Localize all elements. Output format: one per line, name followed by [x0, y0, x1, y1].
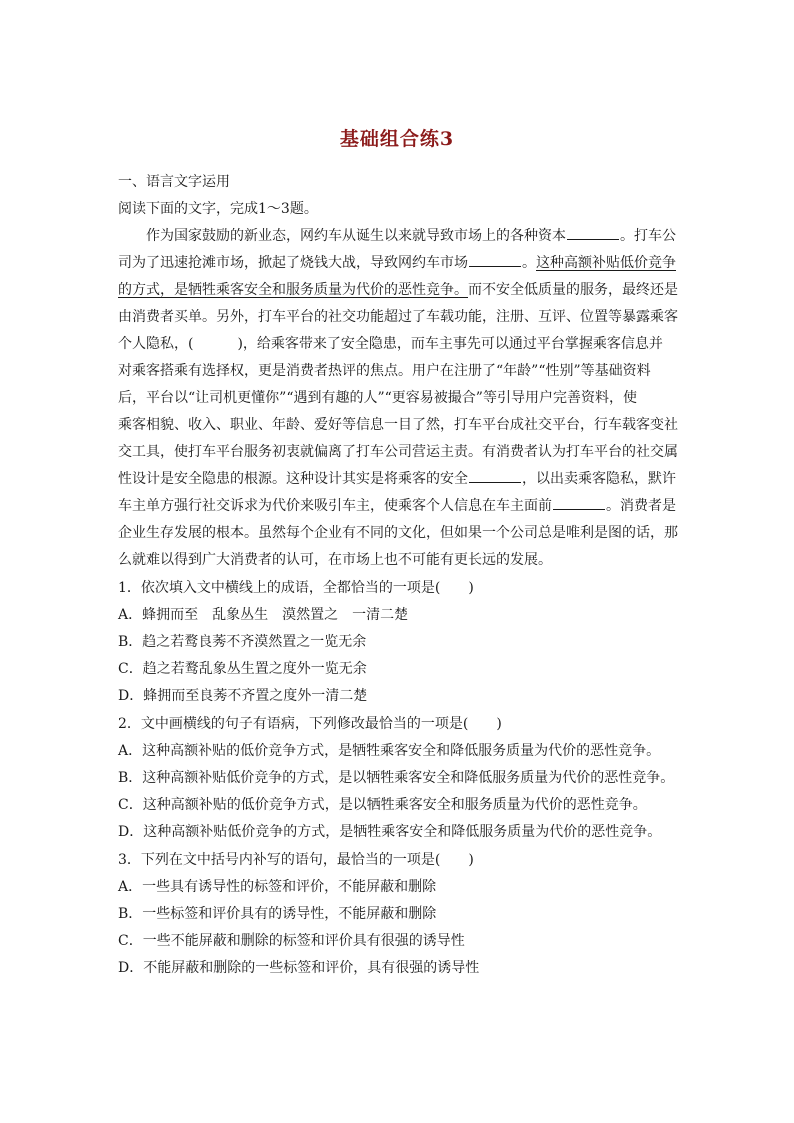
passage-line-7: 后，平台以“让司机更懂你”“遇到有趣的人”“更容易被撮合”等引导用户完善资料，使: [118, 390, 637, 406]
question-2-stem: 2．文中画横线的句子有语病，下列修改最恰当的一项是( ): [118, 716, 502, 732]
passage-text: ，以出卖乘客隐私，默许: [522, 471, 676, 487]
passage-line-3: [118, 281, 678, 299]
blank-4: [553, 497, 605, 510]
question-3-stem: 3．下列在文中括号内补写的语句，最恰当的一项是( ): [118, 852, 474, 868]
question-1-option-a: A．蜂拥而至 乱象丛生 漠然置之 一清二楚: [118, 607, 409, 623]
question-1-option-c: C．趋之若鹜乱象丛生置之度外一览无余: [118, 661, 367, 677]
question-3-option-b: B．一些标签和评价具有的诱导性，不能屏蔽和删除: [118, 906, 437, 922]
section-heading: 一、语言文字运用: [118, 174, 230, 190]
blank-3: [469, 470, 521, 483]
underlined-sentence: 这种高额补贴低价竞争: [536, 255, 676, 271]
passage-line-9: 交工具，使打车平台服务初衷就偏离了打车公司营运主责。有消费者认为打车平台的社交属: [118, 444, 678, 460]
passage-text: 作为国家鼓励的新业态，网约车从诞生以来就导致市场上的各种资本: [146, 228, 566, 244]
instruction: 阅读下面的文字，完成1～3题。: [118, 201, 318, 217]
passage-text: 个人隐私，(: [118, 336, 194, 352]
passage-line-5: [118, 335, 663, 353]
passage-line-13: 么就难以得到广大消费者的认可，在市场上也不可能有更长远的发展。: [118, 552, 552, 568]
blank-2: [469, 254, 521, 267]
passage-text: 而不安全低质量的服务，最终还是: [468, 282, 678, 298]
passage-line-2: [118, 254, 676, 272]
passage-text: 。打车公: [620, 228, 676, 244]
passage-text: 。消费者是: [606, 498, 676, 514]
passage-line-8: 乘客相貌、收入、职业、年龄、爱好等信息一目了然，打车平台成社交平台，行车载客变社: [118, 417, 678, 433]
passage-text: 。: [522, 255, 536, 271]
passage-line-11: [118, 497, 676, 515]
question-1-option-d: D．蜂拥而至良莠不齐置之度外一清二楚: [118, 688, 368, 704]
blank-1: [567, 227, 619, 240]
passage-line-6: 对乘客搭乘有选择权，更是消费者热评的焦点。用户在注册了“年龄”“性别”等基础资料: [118, 363, 651, 379]
passage-text: 司为了迅速抢滩市场，掀起了烧钱大战，导致网约车市场: [118, 255, 468, 271]
question-2-option-b: B．这种高额补贴低价竞争的方式，是以牺牲乘客安全和降低服务质量为代价的恶性竞争。: [118, 770, 675, 786]
passage-line-10: [118, 470, 676, 488]
question-1-stem: 1．依次填入文中横线上的成语，全都恰当的一项是( ): [118, 580, 474, 596]
passage-line-12: 企业生存发展的根本。虽然每个企业有不同的文化，但如果一个公司总是唯利是图的话，那: [118, 525, 678, 541]
passage-text: 性设计是安全隐患的根源。这种设计其实是将乘客的安全: [118, 471, 468, 487]
underlined-sentence: 的方式，是牺牲乘客安全和服务质量为代价的恶性竞争。: [118, 282, 468, 298]
question-3-option-c: C．一些不能屏蔽和删除的标签和评价具有很强的诱导性: [118, 933, 465, 949]
page-title: 基础组合练3: [339, 128, 455, 150]
question-2-option-c: C．这种高额补贴的低价竞争方式，是以牺牲乘客安全和服务质量为代价的恶性竞争。: [118, 797, 647, 813]
passage-text: )，给乘客带来了安全隐患，而车主事先可以通过平台掌握乘客信息并: [237, 336, 663, 352]
question-2-option-a: A．这种高额补贴的低价竞争方式，是牺牲乘客安全和降低服务质量为代价的恶性竞争。: [118, 743, 661, 759]
passage-line-4: 由消费者买单。另外，打车平台的社交功能超过了车载功能，注册、互评、位置等暴露乘客: [118, 309, 678, 325]
passage-text: 车主单方强行社交诉求为代价来吸引车主，使乘客个人信息在车主面前: [118, 498, 552, 514]
question-2-option-d: D．这种高额补贴低价竞争的方式，是牺牲乘客安全和降低服务质量为代价的恶性竞争。: [118, 824, 662, 840]
question-3-option-a: A．一些具有诱导性的标签和评价，不能屏蔽和删除: [118, 879, 437, 895]
question-1-option-b: B．趋之若鹜良莠不齐漠然置之一览无余: [118, 634, 367, 650]
passage-line-1: [146, 227, 676, 245]
question-3-option-d: D．不能屏蔽和删除的一些标签和评价，具有很强的诱导性: [118, 960, 480, 976]
